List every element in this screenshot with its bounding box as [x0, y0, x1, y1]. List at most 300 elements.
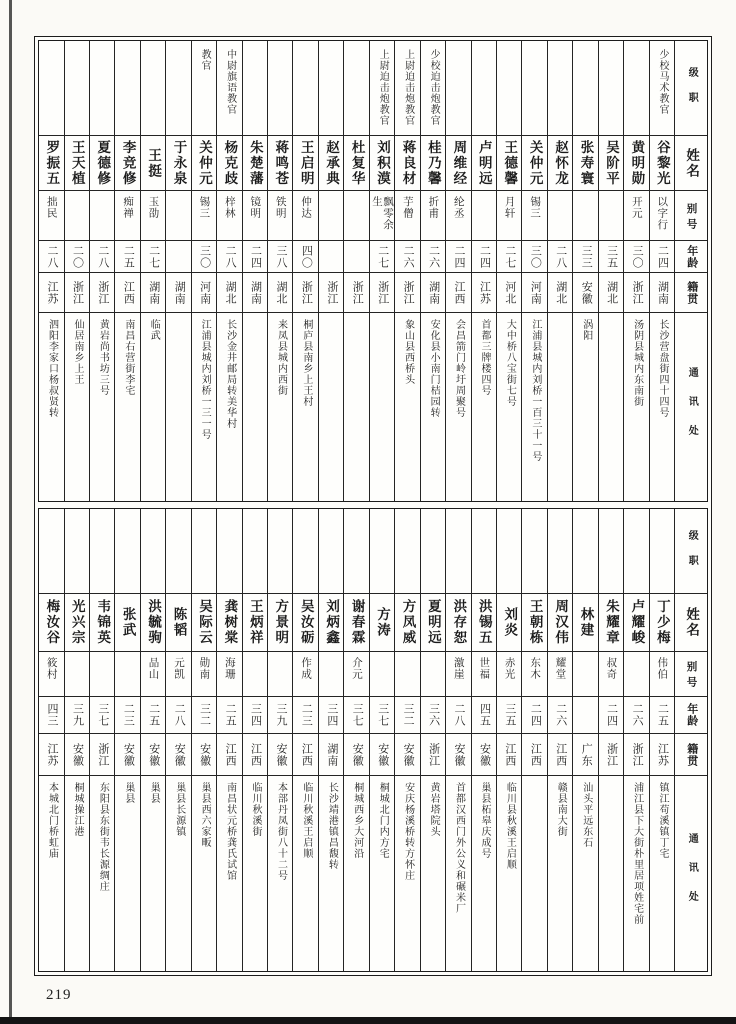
name-value: 卢明远: [476, 139, 492, 187]
alias-value: 海珊: [223, 657, 235, 680]
alias-cell: [293, 652, 317, 697]
age-value: 三四: [325, 703, 338, 727]
alias-value: 元凯: [172, 657, 184, 680]
age-value: 二四: [605, 703, 618, 727]
rank-cell: [573, 41, 597, 136]
native-header-cell: [675, 273, 707, 313]
address-value: 临武: [148, 319, 160, 341]
person-column: [191, 509, 216, 971]
alias-cell: [421, 652, 445, 697]
address-header-cell: [675, 313, 707, 501]
person-column: [64, 509, 89, 971]
scan-artifact-left: [9, 0, 12, 1024]
alias-cell: [39, 191, 63, 241]
native-cell: [90, 273, 114, 313]
address-cell: [446, 776, 470, 971]
address-cell: [624, 313, 648, 501]
rank-cell: [370, 509, 394, 594]
native-value: 安徽: [122, 742, 135, 767]
name-value: 方涛: [375, 607, 391, 638]
address-cell: [65, 313, 89, 501]
address-cell: [115, 313, 139, 501]
native-value: 浙江: [325, 280, 338, 305]
address-cell: [421, 313, 445, 501]
rank-cell: [115, 509, 139, 594]
person-column: [242, 509, 267, 971]
alias-value: 开元: [630, 196, 642, 219]
age-value: 三二: [402, 703, 415, 727]
native-cell: [344, 734, 368, 776]
name-value: 张寿寰: [578, 139, 594, 187]
person-column: [216, 509, 241, 971]
age-cell: [65, 241, 89, 273]
address-cell: [268, 313, 292, 501]
age-cell: [90, 697, 114, 734]
age-cell: [115, 241, 139, 273]
alias-value: 筱村: [45, 657, 57, 680]
alias-cell: [497, 191, 521, 241]
native-cell: [472, 273, 496, 313]
age-value: 三五: [503, 703, 516, 727]
person-column: [420, 509, 445, 971]
age-value: 三九: [274, 703, 287, 727]
native-cell: [166, 273, 190, 313]
native-value: 湖南: [325, 742, 338, 767]
alias-cell: [472, 191, 496, 241]
name-cell: [497, 136, 521, 191]
address-value: 安庆杨溪桥转方怀庄: [402, 782, 414, 881]
age-value: 二三: [122, 703, 135, 727]
address-value: 巢县西六家畈: [199, 782, 211, 848]
name-cell: [370, 594, 394, 652]
address-cell: [65, 776, 89, 971]
age-cell: [344, 241, 368, 273]
age-cell: [624, 697, 648, 734]
rank-value: 少校马术教官: [657, 49, 669, 115]
address-value: 涡阳: [580, 319, 592, 341]
name-cell: [472, 136, 496, 191]
person-column: [547, 41, 572, 501]
name-cell: [141, 594, 165, 652]
name-value: 朱耀章: [603, 599, 619, 646]
rank-cell: [293, 41, 317, 136]
rank-cell: [39, 509, 63, 594]
alias-cell: [217, 652, 241, 697]
age-cell: [522, 697, 546, 734]
age-cell: [421, 697, 445, 734]
address-cell: [344, 776, 368, 971]
name-cell: [115, 136, 139, 191]
address-cell: [599, 776, 623, 971]
name-cell: [39, 594, 63, 652]
native-cell: [522, 273, 546, 313]
name-cell: [293, 594, 317, 652]
header-column-bottom: [674, 509, 707, 971]
name-cell: [319, 136, 343, 191]
alias-cell: [395, 191, 419, 241]
name-cell: [370, 136, 394, 191]
roster-table-top: [38, 40, 708, 502]
address-cell: [573, 776, 597, 971]
alias-value: 品山: [147, 657, 159, 680]
native-cell: [268, 273, 292, 313]
person-column: [343, 41, 368, 501]
roster-page-frame: [34, 36, 712, 976]
age-value: 二五: [224, 703, 237, 727]
rank-value: 少校迫击炮教官: [428, 49, 440, 126]
age-value: 三七: [376, 703, 389, 727]
address-cell: [472, 313, 496, 501]
name-value: 洪存恕: [451, 599, 467, 646]
address-value: 汤阴县城内东南街: [631, 319, 643, 407]
person-column: [318, 41, 343, 501]
age-value: 三五: [605, 244, 618, 269]
person-column: [140, 41, 165, 501]
alias-cell: [522, 191, 546, 241]
rank-cell: [497, 41, 521, 136]
rank-cell: [90, 41, 114, 136]
address-value: 浦江县下大街朴里居项姓宅前: [631, 782, 643, 925]
native-cell: [395, 734, 419, 776]
alias-cell: [141, 652, 165, 697]
native-cell: [243, 734, 267, 776]
name-cell: [446, 594, 470, 652]
age-cell: [573, 241, 597, 273]
alias-value: 纶丞: [452, 196, 464, 219]
person-column: [649, 41, 674, 501]
name-cell: [268, 594, 292, 652]
person-column: [496, 41, 521, 501]
address-value: 赣县南大街: [555, 782, 567, 837]
rank-cell: [166, 509, 190, 594]
age-cell: [268, 241, 292, 273]
rank-cell: [421, 41, 445, 136]
name-cell: [395, 594, 419, 652]
person-column: [89, 41, 114, 501]
name-header-cell: [675, 136, 707, 191]
header-column-top: [674, 41, 707, 501]
person-column: [420, 41, 445, 501]
alias-cell: [319, 652, 343, 697]
age-cell: [599, 697, 623, 734]
native-value: 江西: [529, 742, 542, 767]
person-column: [471, 509, 496, 971]
name-value: 王炳祥: [247, 599, 263, 646]
native-cell: [497, 734, 521, 776]
alias-cell: [115, 652, 139, 697]
person-column: [140, 509, 165, 971]
alias-cell: [497, 652, 521, 697]
address-value: 桐城操江港: [71, 782, 83, 837]
name-cell: [39, 136, 63, 191]
alias-cell: [166, 652, 190, 697]
address-cell: [243, 776, 267, 971]
native-value: 江苏: [46, 280, 59, 305]
age-value: 二四: [478, 244, 491, 269]
rank-cell: [319, 41, 343, 136]
age-cell: [472, 697, 496, 734]
name-value: 张武: [120, 607, 136, 638]
name-value: 关仲元: [527, 139, 543, 187]
native-cell: [344, 273, 368, 313]
address-header-label: 通讯处: [686, 366, 698, 454]
native-cell: [319, 273, 343, 313]
alias-cell: [370, 652, 394, 697]
person-column: [598, 509, 623, 971]
name-value: 王德馨: [502, 139, 518, 187]
person-column: [343, 509, 368, 971]
native-cell: [624, 273, 648, 313]
native-value: 湖北: [224, 280, 237, 305]
native-value: 浙江: [96, 280, 109, 305]
native-cell: [370, 273, 394, 313]
address-cell: [141, 776, 165, 971]
name-value: 梅汝谷: [44, 599, 60, 646]
native-cell: [446, 734, 470, 776]
address-cell: [497, 313, 521, 501]
person-column: [496, 509, 521, 971]
alias-cell: [268, 191, 292, 241]
alias-cell: [268, 652, 292, 697]
alias-cell: [624, 652, 648, 697]
name-value: 李竞修: [120, 139, 136, 187]
address-value: 桐城西乡大河沿: [351, 782, 363, 859]
name-value: 刘炳鑫: [324, 599, 340, 646]
alias-cell: [573, 652, 597, 697]
person-column: [369, 509, 394, 971]
alias-header-cell: [675, 652, 707, 697]
rank-cell: [522, 509, 546, 594]
alias-cell: [548, 652, 572, 697]
rank-cell: [446, 509, 470, 594]
name-value: 谷黎光: [654, 139, 670, 187]
person-column: [165, 509, 190, 971]
native-value: 湖北: [554, 280, 567, 305]
native-header-cell: [675, 734, 707, 776]
rank-cell: [497, 509, 521, 594]
address-value: 安化县小南门桔园转: [428, 319, 440, 418]
name-value: 杨克歧: [222, 139, 238, 187]
age-cell: [141, 241, 165, 273]
scan-artifact-bottom: [0, 1017, 736, 1024]
age-cell: [370, 241, 394, 273]
address-value: 黄岩尚书坊三号: [97, 319, 109, 396]
name-cell: [243, 136, 267, 191]
person-column: [521, 41, 546, 501]
name-value: 夏明远: [425, 599, 441, 646]
age-cell: [217, 241, 241, 273]
rank-cell: [344, 41, 368, 136]
address-value: 黄岩塔院头: [428, 782, 440, 837]
age-cell: [472, 241, 496, 273]
address-value: 南昌状元桥龚氏试馆: [224, 782, 236, 881]
name-cell: [65, 136, 89, 191]
native-cell: [395, 273, 419, 313]
age-header-cell: [675, 241, 707, 273]
name-cell: [344, 594, 368, 652]
person-column: [572, 41, 597, 501]
native-cell: [65, 734, 89, 776]
name-value: 洪锡五: [476, 599, 492, 646]
roster-table-bottom: [38, 508, 708, 972]
native-value: 浙江: [351, 280, 364, 305]
native-cell: [39, 734, 63, 776]
age-cell: [573, 697, 597, 734]
address-cell: [548, 313, 572, 501]
native-cell: [370, 734, 394, 776]
name-value: 王启明: [298, 139, 314, 187]
age-cell: [395, 697, 419, 734]
native-cell: [39, 273, 63, 313]
name-value: 蒋良材: [400, 139, 416, 187]
name-cell: [599, 594, 623, 652]
name-cell: [166, 136, 190, 191]
age-cell: [166, 241, 190, 273]
age-value: 二六: [402, 244, 415, 269]
address-value: 巢县柘皋庆成号: [478, 782, 490, 859]
rank-cell: [319, 509, 343, 594]
address-value: 长沙靖港镇昌馥转: [326, 782, 338, 870]
native-cell: [421, 734, 445, 776]
native-cell: [599, 273, 623, 313]
name-cell: [217, 136, 241, 191]
native-cell: [497, 273, 521, 313]
rank-header-cell: [675, 41, 707, 136]
name-value: 关仲元: [196, 139, 212, 187]
rank-cell: [395, 41, 419, 136]
address-value: 桐城北门内方宅: [377, 782, 389, 859]
alias-cell: [166, 191, 190, 241]
age-value: 四三: [46, 703, 59, 727]
rank-value: 上尉迫击炮教官: [402, 49, 414, 126]
native-cell: [319, 734, 343, 776]
name-value: 卢耀峻: [629, 599, 645, 646]
native-cell: [141, 273, 165, 313]
address-cell: [522, 776, 546, 971]
address-cell: [39, 313, 63, 501]
native-value: 湖南: [656, 280, 669, 305]
native-value: 江苏: [478, 280, 491, 305]
name-cell: [192, 594, 216, 652]
address-cell: [39, 776, 63, 971]
age-cell: [497, 697, 521, 734]
person-column: [216, 41, 241, 501]
rank-value: 教官: [199, 49, 211, 71]
age-value: 四五: [478, 703, 491, 727]
name-value: 罗振五: [44, 139, 60, 187]
alias-cell: [599, 191, 623, 241]
rank-cell: [599, 41, 623, 136]
name-value: 周维经: [451, 139, 467, 187]
rank-cell: [39, 41, 63, 136]
rank-cell: [548, 509, 572, 594]
native-value: 江西: [554, 742, 567, 767]
alias-value: 芋僧: [401, 196, 413, 219]
native-value: 安徽: [274, 742, 287, 767]
alias-cell: [599, 652, 623, 697]
alias-cell: [293, 191, 317, 241]
native-value: 浙江: [71, 280, 84, 305]
address-cell: [90, 313, 114, 501]
native-cell: [293, 734, 317, 776]
alias-cell: [90, 191, 114, 241]
rank-cell: [472, 41, 496, 136]
age-value: 三七: [96, 703, 109, 727]
alias-cell: [39, 652, 63, 697]
name-cell: [243, 594, 267, 652]
person-column: [292, 41, 317, 501]
native-value: 浙江: [402, 280, 415, 305]
age-value: 三八: [274, 244, 287, 269]
name-cell: [472, 594, 496, 652]
native-value: 河北: [503, 280, 516, 305]
address-cell: [217, 313, 241, 501]
native-value: 浙江: [300, 280, 313, 305]
address-cell: [624, 776, 648, 971]
address-value: 象山县西桥头: [402, 319, 414, 385]
alias-cell: [395, 652, 419, 697]
alias-value: 勋南: [198, 657, 210, 680]
native-cell: [166, 734, 190, 776]
name-cell: [115, 594, 139, 652]
age-value: 三九: [71, 703, 84, 727]
alias-value: 铁明: [274, 196, 286, 219]
age-cell: [141, 697, 165, 734]
age-cell: [548, 241, 572, 273]
address-value: 巢县: [148, 782, 160, 804]
age-value: 四〇: [300, 244, 313, 269]
age-value: 三〇: [529, 244, 542, 269]
alias-cell: [65, 191, 89, 241]
alias-cell: [421, 191, 445, 241]
alias-cell: [192, 652, 216, 697]
rank-cell: [472, 509, 496, 594]
address-value: 镇江苟溪镇丁宅: [657, 782, 669, 859]
native-cell: [217, 273, 241, 313]
alias-value: 叔奇: [605, 657, 617, 680]
address-value: 会昌箭门岭圩周聚号: [453, 319, 465, 418]
rank-cell: [65, 509, 89, 594]
rank-cell: [522, 41, 546, 136]
address-cell: [497, 776, 521, 971]
address-cell: [650, 776, 674, 971]
age-cell: [217, 697, 241, 734]
person-column: [521, 509, 546, 971]
address-value: 临川秋溪王启顺: [300, 782, 312, 859]
native-value: 浙江: [631, 280, 644, 305]
name-cell: [497, 594, 521, 652]
age-value: 二四: [656, 244, 669, 269]
age-value: 二四: [249, 244, 262, 269]
address-cell: [370, 776, 394, 971]
person-column: [598, 41, 623, 501]
address-cell: [166, 313, 190, 501]
age-value: 三四: [249, 703, 262, 727]
rank-cell: [370, 41, 394, 136]
name-cell: [293, 136, 317, 191]
alias-cell: [243, 652, 267, 697]
age-cell: [395, 241, 419, 273]
person-column: [445, 41, 470, 501]
rank-cell: [599, 509, 623, 594]
name-cell: [548, 594, 572, 652]
person-column: [318, 509, 343, 971]
person-column: [89, 509, 114, 971]
age-value: 二五: [122, 244, 135, 269]
name-value: 吴阶平: [603, 139, 619, 187]
native-cell: [217, 734, 241, 776]
alias-cell: [141, 191, 165, 241]
